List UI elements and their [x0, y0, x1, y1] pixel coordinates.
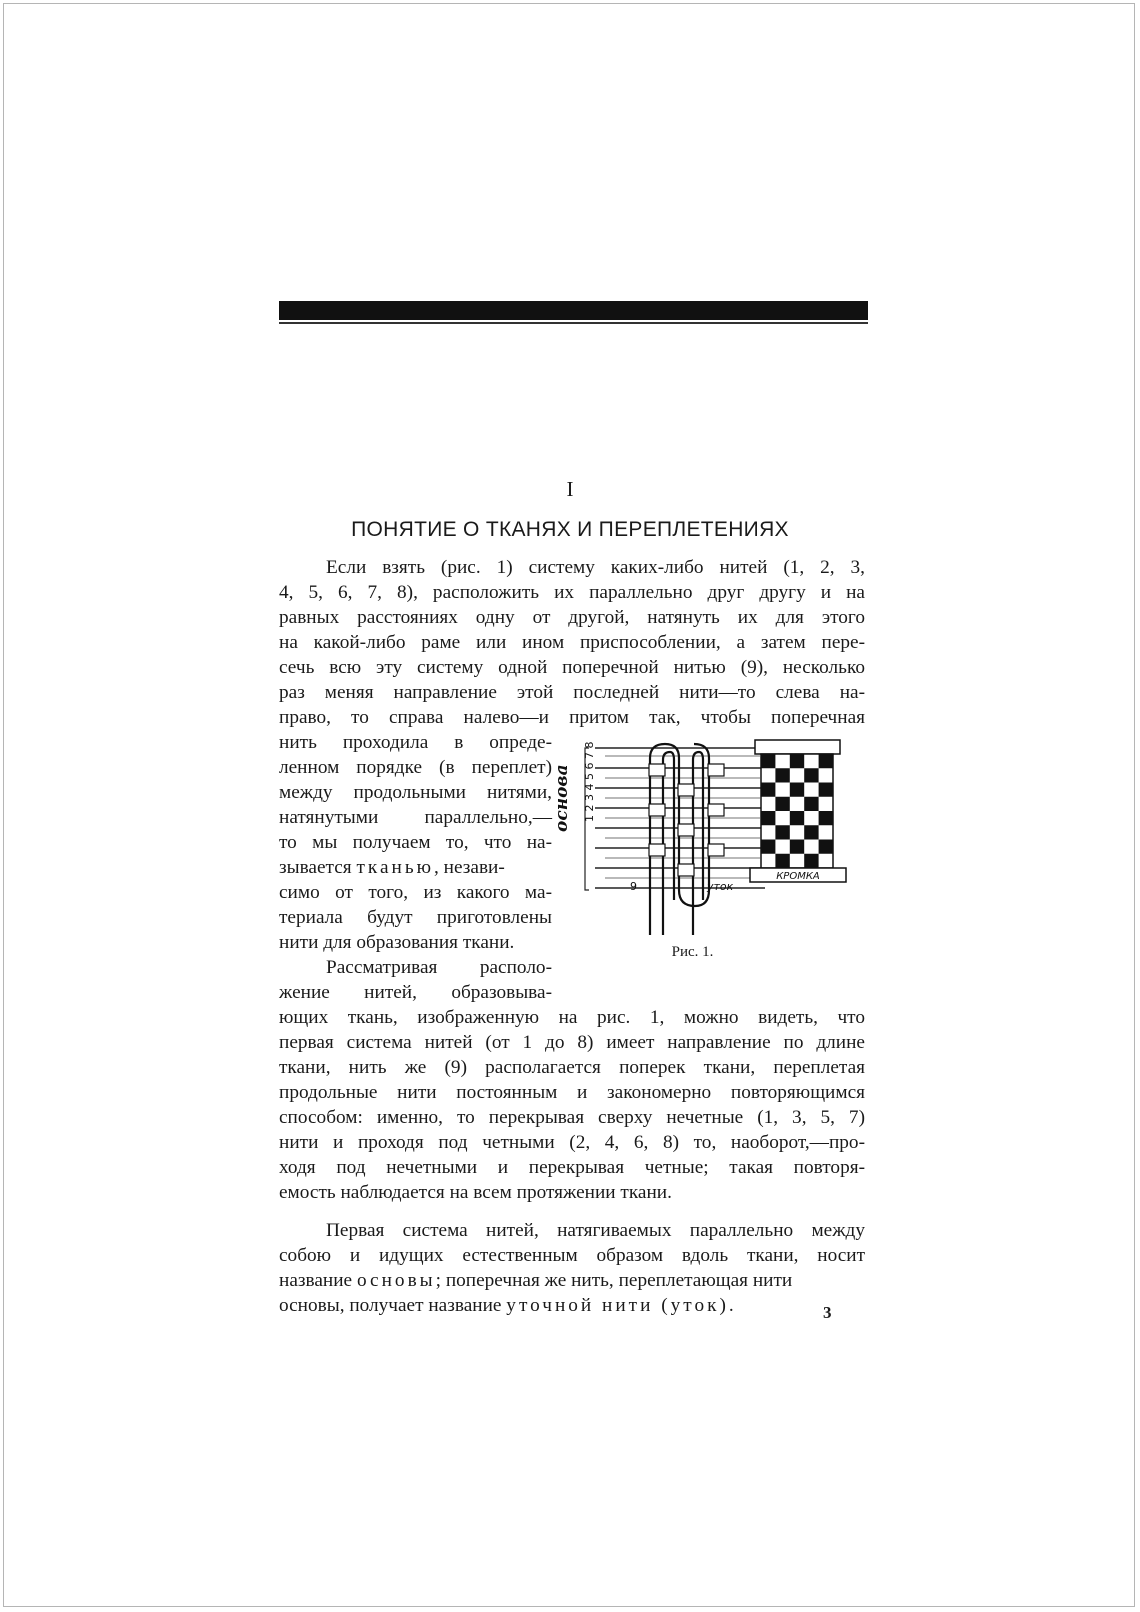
label-kromka: КРОМКА: [776, 871, 820, 882]
para1-narrow-9: нити для образования ткани.: [279, 932, 515, 953]
para1-narrow-5: то мы получаем то, что на-: [279, 832, 552, 853]
weft-number: 9: [630, 880, 637, 893]
term-osnovy: основы: [356, 1270, 436, 1291]
para3-line-4: [279, 1294, 865, 1318]
term-text-suffix: , незави-: [434, 857, 505, 878]
text-nazvanie: название: [279, 1270, 353, 1291]
para2-line-2: первая система нитей (от 1 до 8) имеет направление по длине: [279, 1032, 865, 1053]
para3-line-1: Первая система нитей, натягиваемых параллельно между: [326, 1220, 865, 1241]
para3-line-3: [279, 1269, 865, 1293]
checkerboard-diagram: [750, 740, 846, 882]
para1-line-5: сечь всю эту систему одной поперечной нитью (9), несколько: [279, 657, 865, 678]
chapter-title: ПОНЯТИЕ О ТКАНЯХ И ПЕРЕПЛЕТЕНИЯХ: [351, 518, 789, 541]
para2-line-6: нити и проходя под четными (2, 4, 6, 8) то, наоборот,—про-: [279, 1132, 865, 1153]
para1-line-2: 4, 5, 6, 7, 8), расположить их параллельно друг другу и на: [279, 582, 865, 603]
para1-narrow-3: между продольными нитями,: [279, 782, 552, 803]
header-rule: [279, 301, 868, 320]
weave-illustration: [552, 740, 870, 940]
thread-numbers: 1 2 3 4 5 6 7 8: [583, 741, 596, 822]
page-number: 3: [823, 1303, 832, 1322]
para2-narrow-1: Рассматривая располо-: [326, 957, 552, 978]
para1-narrow-4: натянутыми параллельно,—: [279, 807, 552, 828]
term-text-prefix: зывается: [279, 857, 352, 878]
para1-line-7: право, то справа налево—и притом так, чтобы поперечная: [279, 707, 865, 728]
para2-line-1: ющих ткань, изображенную на рис. 1, можно видеть, что: [279, 1007, 865, 1028]
chapter-number: I: [566, 477, 574, 501]
para1-narrow-1: нить проходила в опреде-: [279, 732, 552, 753]
para2-line-5: способом: именно, то перекрывая сверху нечетные (1, 3, 5, 7): [279, 1107, 865, 1128]
text-rest: ; поперечная же нить, переплетающая нити: [435, 1270, 793, 1291]
para2-line-3: ткани, нить же (9) располагается поперек ткани, переплетая: [279, 1057, 865, 1078]
label-utok: уток: [707, 880, 734, 893]
para1-narrow-7: симо от того, из какого ма-: [279, 882, 552, 903]
para1-narrow-6: [279, 856, 552, 880]
para2-narrow-2: жение нитей, образовыва-: [279, 982, 552, 1003]
para1-line-6: раз меняя направление этой последней нити—то слева на-: [279, 682, 865, 703]
para3-line-2: собою и идущих естественным образом вдоль ткани, носит: [279, 1245, 865, 1266]
label-osnova: основа: [552, 764, 572, 832]
text-osnovy-poluchaet: основы, получает название: [279, 1295, 502, 1316]
figure-caption: Рис. 1.: [671, 944, 714, 960]
para2-line-7: ходя под нечетными и перекрывая четные; такая повторя-: [279, 1157, 865, 1178]
para1-line-4: на какой-либо раме или ином приспособлении, а затем пере-: [279, 632, 865, 653]
header-rule-thin: [279, 322, 868, 324]
term-tkan: тканью: [356, 857, 435, 878]
figure-weave: [552, 740, 870, 940]
para1-narrow-2: ленном порядке (в переплет): [279, 757, 552, 778]
para1-narrow-8: териала будут приготовлены: [279, 907, 552, 928]
para2-line-8: емость наблюдается на всем протяжении ткани.: [279, 1182, 672, 1203]
para1-line-3: равных расстояниях одну от другой, натянуть их для этого: [279, 607, 865, 628]
text-period: .: [728, 1295, 734, 1316]
para1-line-1: Если взять (рис. 1) систему каких-либо нитей (1, 2, 3,: [326, 557, 865, 578]
term-utok: уточной нити (уток): [506, 1295, 729, 1316]
para2-line-4: продольные нити постоянным и закономерно повторяющимся: [279, 1082, 865, 1103]
